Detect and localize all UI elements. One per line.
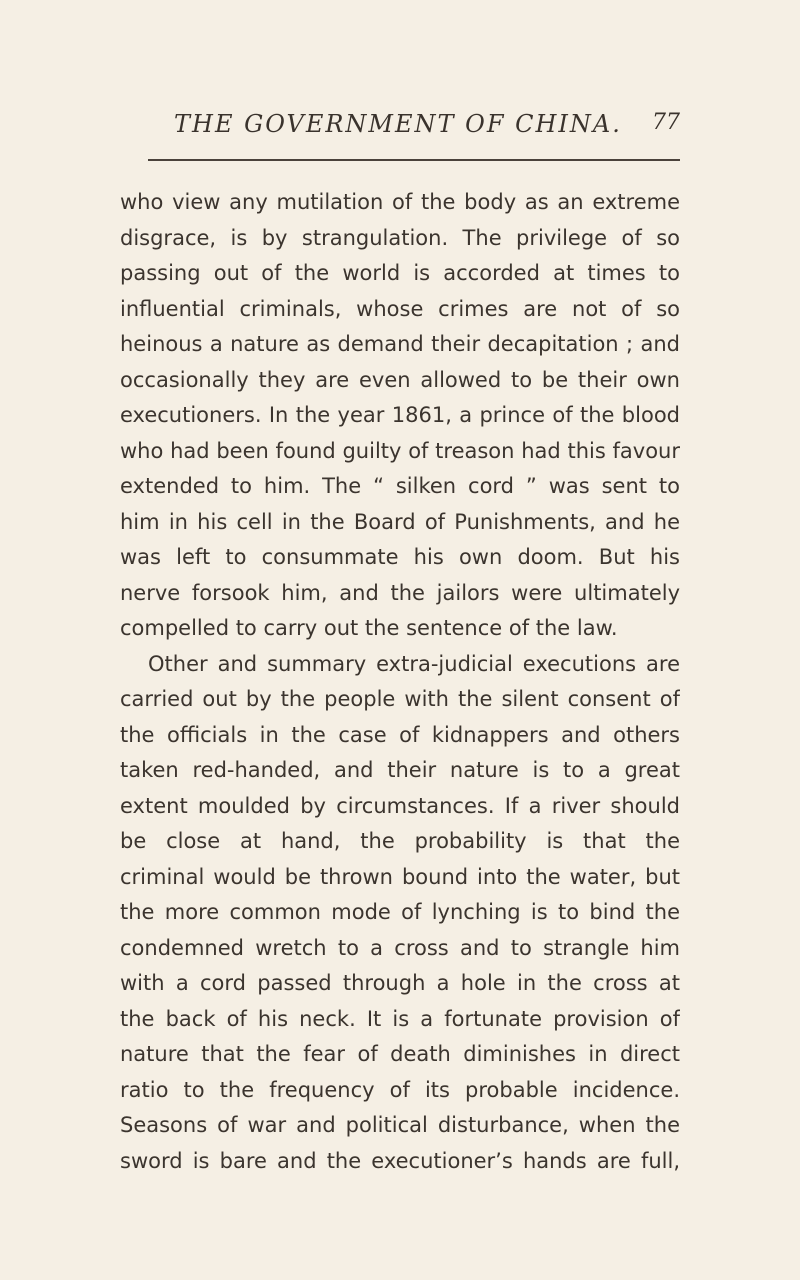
text-line: be close at hand, the probability is that the [120,829,680,853]
text-line: the more common mode of lynching is to bind the [120,900,680,924]
text-line: extended to him. The “ silken cord ” was sent to [120,474,680,498]
text-line: ratio to the frequency of its probable incidence. [120,1077,680,1102]
text-line: executioners. In the year 1861, a prince of the blood [120,403,680,427]
text-line: carried out by the people with the silent consent of [120,687,680,711]
text-line: passing out of the world is accorded at times to [120,261,680,285]
page-number: 77 [652,110,680,135]
paragraph-start-line: Other and summary extra-judicial executions are [148,651,680,676]
text-line: sword is bare and the executioner’s hands are full, [120,1148,680,1173]
text-line: occasionally they are even allowed to be their own [120,367,680,392]
text-line: was left to consummate his own doom. But his [120,545,680,569]
text-line: extent moulded by circumstances. If a river should [120,793,680,818]
text-line: with a cord passed through a hole in the cross at [120,971,680,995]
running-title: THE GOVERNMENT OF CHINA. [174,110,622,138]
text-line: heinous a nature as demand their decapitation ; and [120,332,680,356]
text-line: him in his cell in the Board of Punishments, and he [120,509,680,534]
text-line: influential criminals, whose crimes are not of so [120,296,680,321]
text-line: compelled to carry out the sentence of the law. [120,616,618,640]
text-line: condemned wretch to a cross and to strangle him [120,935,680,960]
text-line: nerve forsook him, and the jailors were ultimately [120,580,680,605]
header-rule [148,159,680,161]
text-line: the officials in the case of kidnappers and others [120,722,680,747]
text-line: taken red-handed, and their nature is to a great [120,758,680,782]
text-line: nature that the fear of death diminishes in direct [120,1042,680,1066]
text-line: Seasons of war and political disturbance, when the [120,1113,680,1137]
text-line: who view any mutilation of the body as an extreme [120,190,680,214]
text-line: disgrace, is by strangulation. The privilege of so [120,225,680,250]
text-line: the back of his neck. It is a fortunate provision of [120,1006,680,1031]
running-head [120,108,680,148]
body-text [120,185,680,1179]
text-line: who had been found guilty of treason had this favour [120,438,680,463]
text-line: criminal would be thrown bound into the water, but [120,864,680,889]
